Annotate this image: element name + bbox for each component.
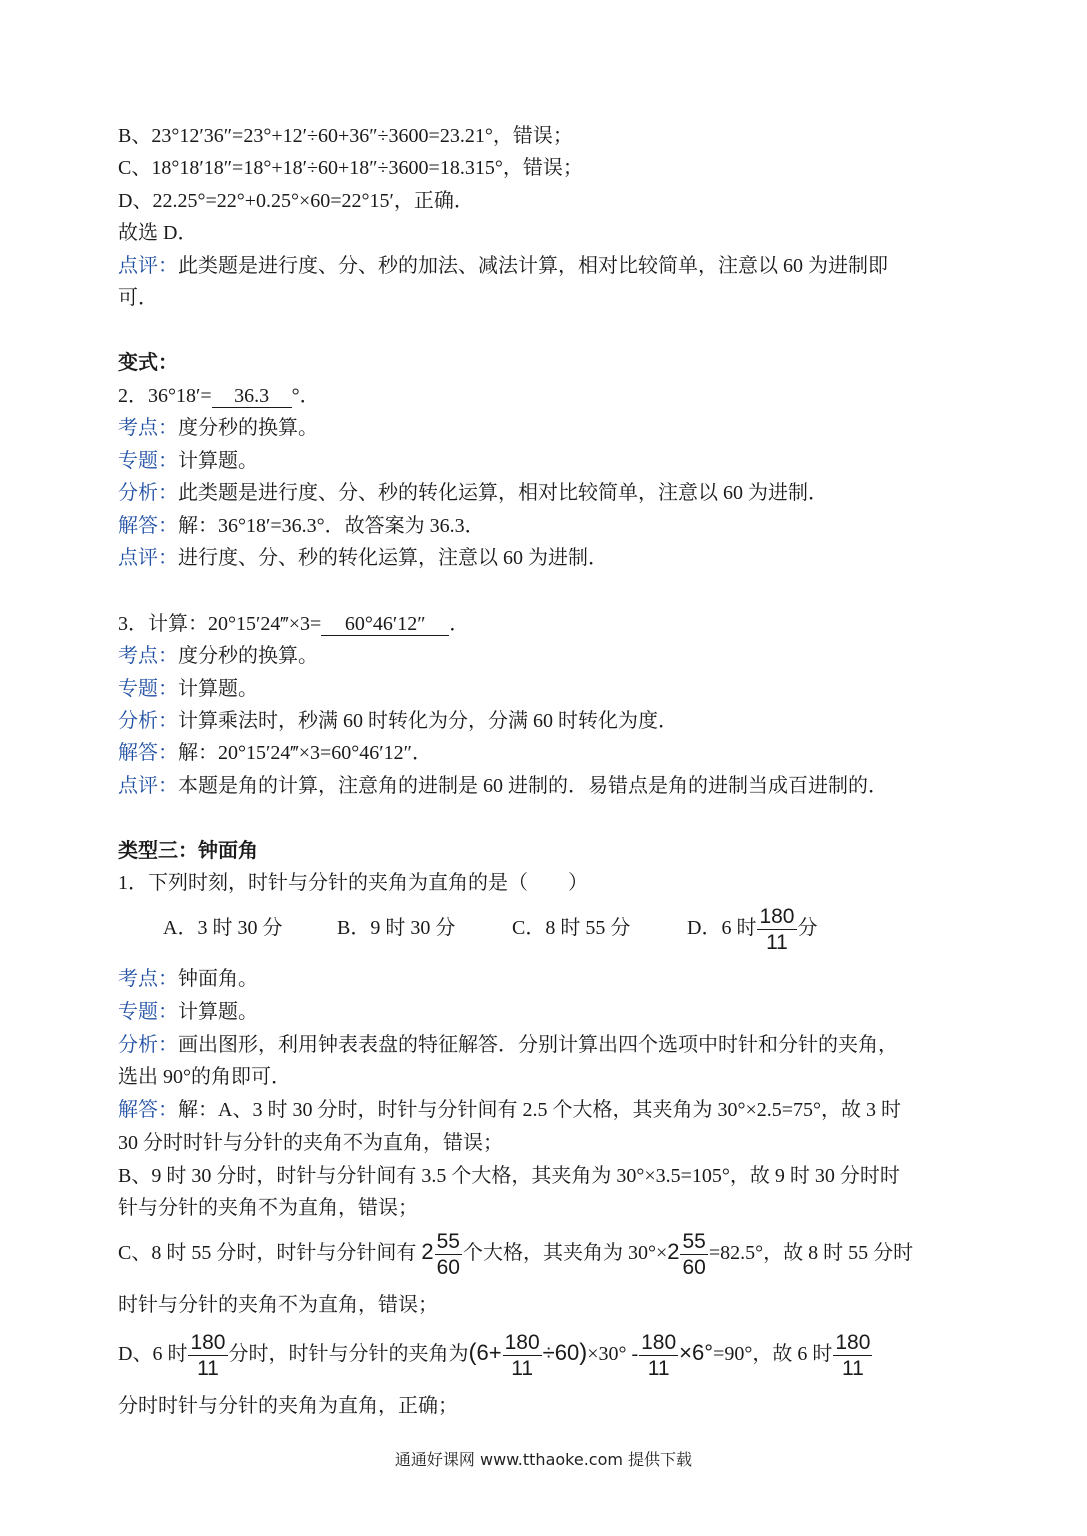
- q1-jieda-c2: 时针与分针的夹角不为直角，错误；: [118, 1294, 438, 1316]
- q1-jieda-b1: B、9 时 30 分时，时针与分针间有 3.5 个大格，其夹角为 30°×3.5=105°，故 9 时 30 分时时: [118, 1165, 900, 1187]
- option-c: C．8 时 55 分: [512, 917, 631, 939]
- q2-fenxi: [118, 480, 828, 506]
- q1-kaodian: [118, 966, 258, 992]
- option-d-suffix: 分: [797, 917, 818, 939]
- q1-jieda-c1: [118, 1227, 913, 1278]
- q3-answer: 60°46′12″: [321, 613, 449, 636]
- variant-heading: 变式：: [118, 352, 178, 374]
- fraction-denominator: 60: [436, 1255, 460, 1279]
- q1-jieda-d2: 分时时针与分针的夹角为直角，正确；: [118, 1395, 458, 1417]
- fraction-numerator: 180: [504, 1330, 540, 1354]
- q1-fenxi-continued: 选出 90°的角即可．: [118, 1066, 291, 1088]
- times-thirty: ×30° -: [587, 1343, 639, 1365]
- q2-zhuanti: [118, 448, 258, 474]
- q1-zhuanti: [118, 999, 258, 1025]
- jieda-label: 解答：: [118, 1099, 178, 1121]
- q2-dianping: [118, 545, 608, 571]
- option-d-prefix: D．6 时: [687, 917, 757, 939]
- fraction-numerator: 180: [190, 1330, 226, 1354]
- fraction-denominator: 11: [511, 1356, 534, 1380]
- q3-stem: [118, 611, 469, 637]
- c-suffix: =82.5°，故 8 时 55 分时: [708, 1242, 914, 1264]
- fenxi-text: 此类题是进行度、分、秒的转化运算，相对比较简单，注意以 60 为进制．: [178, 482, 828, 504]
- q3-fenxi: [118, 708, 678, 734]
- fenxi-label: 分析：: [118, 1034, 178, 1056]
- q2-jieda: [118, 513, 485, 539]
- jieda-text: 解：36°18′=36.3°．故答案为 36.3．: [178, 515, 485, 537]
- divide-sixty: ÷60: [542, 1340, 580, 1365]
- option-a: A．3 时 30 分: [163, 917, 283, 939]
- q3-kaodian: [118, 643, 318, 669]
- kaodian-label: 考点：: [118, 417, 178, 439]
- dianping-text: 进行度、分、秒的转化运算，注意以 60 为进制．: [178, 547, 608, 569]
- review-line: [118, 253, 888, 279]
- fenxi-text: 画出图形，利用钟表表盘的特征解答．分别计算出四个选项中时针和分针的夹角，: [178, 1034, 898, 1056]
- fraction-numerator: 180: [759, 904, 795, 928]
- mixed-whole: 2: [421, 1239, 434, 1264]
- fraction-180-11: [503, 1332, 542, 1379]
- zhuanti-text: 计算题。: [178, 450, 258, 472]
- dianping-label: 点评：: [118, 547, 178, 569]
- fraction-numerator: 55: [436, 1229, 460, 1253]
- q1-jieda-a2: 30 分时时针与分针的夹角不为直角，错误；: [118, 1132, 503, 1154]
- fraction-numerator: 180: [641, 1330, 677, 1354]
- review-label: 点评：: [118, 255, 178, 277]
- kaodian-label: 考点：: [118, 645, 178, 667]
- fraction-55-60: [680, 1231, 707, 1278]
- kaodian-text: 度分秒的换算。: [178, 417, 318, 439]
- option-d: [687, 903, 818, 953]
- open-paren: (: [468, 1339, 477, 1366]
- type3-heading: 类型三：钟面角: [118, 840, 258, 862]
- fraction-55-60: [435, 1231, 462, 1278]
- c-middle: 个大格，其夹角为 30°×: [462, 1242, 668, 1264]
- c-prefix: C、8 时 55 分时，时针与分针间有: [118, 1242, 422, 1264]
- jieda-text: 解：A、3 时 30 分时，时针与分针间有 2.5 个大格，其夹角为 30°×2.5=75°，故 3 时: [178, 1099, 901, 1121]
- q2-kaodian: [118, 415, 318, 441]
- q3-dianping: [118, 773, 888, 799]
- fraction-180-11: [639, 1332, 678, 1379]
- fraction-numerator: 180: [835, 1330, 871, 1354]
- q3-jieda: [118, 740, 432, 766]
- dianping-label: 点评：: [118, 775, 178, 797]
- mixed-whole: 2: [667, 1239, 680, 1264]
- choose-line: 故选 D．: [118, 222, 198, 244]
- dianping-text: 本题是角的计算，注意角的进制是 60 进制的．易错点是角的进制当成百进制的．: [178, 775, 888, 797]
- six-plus: 6+: [476, 1340, 502, 1365]
- q3-zhuanti: [118, 676, 258, 702]
- kaodian-text: 度分秒的换算。: [178, 645, 318, 667]
- option-d-line: D、22.25°=22°+0.25°×60=22°15′，正确．: [118, 190, 474, 212]
- review-continued: 可．: [118, 287, 158, 309]
- q2-suffix: °．: [291, 385, 320, 407]
- q1-stem: 1．下列时刻，时针与分针的夹角为直角的是（ ）: [118, 872, 588, 894]
- times-six: ×6°: [679, 1340, 714, 1365]
- q1-jieda-b2: 针与分针的夹角不为直角，错误；: [118, 1197, 418, 1219]
- close-paren: ): [579, 1339, 588, 1366]
- kaodian-label: 考点：: [118, 968, 178, 990]
- fraction-denominator: 11: [766, 930, 788, 954]
- zhuanti-label: 专题：: [118, 678, 178, 700]
- q2-stem: [118, 383, 320, 409]
- d-equals: =90°，故 6 时: [713, 1343, 833, 1365]
- q1-jieda-a1: [118, 1097, 901, 1123]
- fenxi-text: 计算乘法时，秒满 60 时转化为分，分满 60 时转化为度．: [178, 710, 678, 732]
- q1-jieda-d1: [118, 1327, 873, 1380]
- fenxi-label: 分析：: [118, 482, 178, 504]
- q2-answer: 36.3: [212, 385, 292, 408]
- fraction-denominator: 11: [841, 1356, 864, 1380]
- q2-prefix: 2．36°18′=: [118, 385, 212, 407]
- d-prefix: D、6 时: [118, 1343, 188, 1365]
- fraction-180-11: [188, 1332, 227, 1379]
- jieda-label: 解答：: [118, 515, 178, 537]
- zhuanti-label: 专题：: [118, 1001, 178, 1023]
- review-text: 此类题是进行度、分、秒的加法、减法计算，相对比较简单，注意以 60 为进制即: [178, 255, 888, 277]
- option-b-line: B、23°12′36″=23°+12′÷60+36″÷3600=23.21°，错误；: [118, 125, 573, 147]
- fraction-numerator: 55: [682, 1229, 706, 1253]
- zhuanti-label: 专题：: [118, 450, 178, 472]
- jieda-label: 解答：: [118, 742, 178, 764]
- option-b: B．9 时 30 分: [337, 917, 456, 939]
- page-footer: 通通好课网 www.tthaoke.com 提供下载: [394, 1450, 693, 1469]
- kaodian-text: 钟面角。: [178, 968, 258, 990]
- fraction-denominator: 60: [682, 1255, 706, 1279]
- fraction-denominator: 11: [647, 1356, 670, 1380]
- q3-prefix: 3．计算：20°15′24‴×3=: [118, 613, 322, 635]
- fraction-180-11: [757, 906, 796, 953]
- d-middle: 分时，时针与分针的夹角为: [228, 1343, 469, 1365]
- zhuanti-text: 计算题。: [178, 678, 258, 700]
- jieda-text: 解：20°15′24‴×3=60°46′12″．: [178, 742, 432, 764]
- q1-fenxi: [118, 1032, 898, 1058]
- zhuanti-text: 计算题。: [178, 1001, 258, 1023]
- fraction-denominator: 11: [197, 1356, 219, 1380]
- option-c-line: C、18°18′18″=18°+18′÷60+18″÷3600=18.315°，错误；: [118, 157, 583, 179]
- q3-suffix: ．: [449, 613, 470, 635]
- fenxi-label: 分析：: [118, 710, 178, 732]
- fraction-180-11: [833, 1332, 872, 1379]
